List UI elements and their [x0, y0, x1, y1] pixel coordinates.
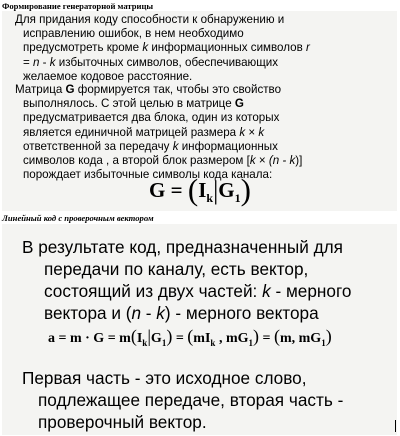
- text-line: исправлению ошибок, в нем необходимо: [23, 27, 244, 41]
- text-line: желаемое кодовое расстояние.: [23, 69, 193, 83]
- paragraph-code-vector: [22, 236, 392, 324]
- text-cursor: [395, 420, 396, 432]
- text-line: порождает избыточные символы кода канала:: [23, 168, 273, 182]
- paragraph-matrix-blocks: [11, 83, 385, 182]
- paragraph-parts-description: [22, 367, 392, 433]
- text-line: проверочный вектор.: [38, 412, 207, 432]
- text-line: передачи по каналу, есть вектор,: [44, 259, 309, 279]
- text-line: Для придания коду способности к обнаружению и: [15, 13, 285, 26]
- slide-title-linear-code: Линейный код с проверочным вектором: [2, 213, 154, 223]
- text-line: является единичной матрицей размера k × k: [23, 125, 265, 139]
- text-line: подлежащее передаче, вторая часть -: [38, 390, 344, 410]
- text-line: предусмотреть кроме k информационных символов r: [23, 41, 310, 55]
- text-line: Первая часть - это исходное слово,: [22, 368, 307, 388]
- text-line: вектора и (n - k) - мерного вектора: [44, 303, 319, 323]
- text-line: состоящий из двух частей: k - мерного: [44, 281, 352, 301]
- text-line: выполнялось. С этой целью в матрице G: [23, 97, 244, 111]
- formula-generator-matrix: $G = (I_k|G_1)$: [149, 172, 251, 207]
- text-line: = n - k избыточных символов, обеспечивающих: [23, 55, 279, 69]
- text-line: В результате код, предназначенный для: [22, 237, 343, 257]
- text-line: предусматривается два блока, один из которых: [23, 111, 280, 125]
- text-line: символов кода , а второй блок размером [k × (n - k)]: [23, 154, 303, 168]
- text-line: Матрица G формируется так, чтобы это свойство: [15, 83, 282, 96]
- slide-title-generator-matrix: Формирование генераторной матрицы: [2, 1, 154, 11]
- text-line: ответственной за передачу k информационных: [23, 139, 278, 153]
- paragraph-error-correction: [11, 13, 385, 84]
- formula-code-vector: $a = m \cdot G = m(I_k|G_1) = (mI_k$ , $mG_1) = (m$, $mG_1$): [48, 326, 332, 348]
